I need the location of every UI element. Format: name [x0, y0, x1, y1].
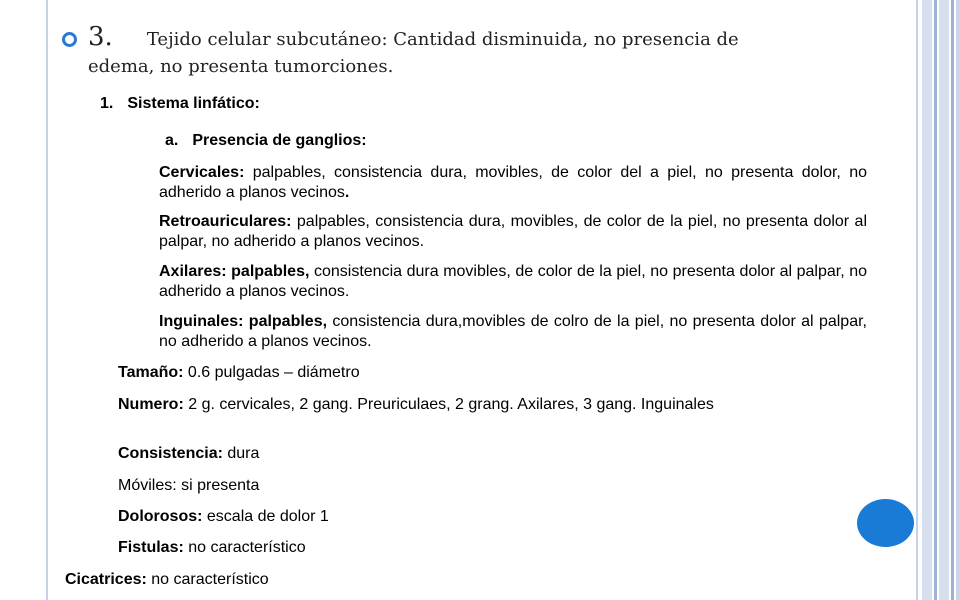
ganglio-axilares	[159, 262, 867, 302]
ganglio-text: consistencia dura,movibles de colro de la piel, no presenta dolor al palpar, no adherido a planos vecinos.	[159, 313, 867, 350]
ganglio-text: consistencia dura movibles, de color de la piel, no presenta dolor al palpar, no adherido a planos vecinos.	[159, 263, 868, 300]
detail-label: Fistulas:	[118, 539, 184, 556]
detail-text: dura	[222, 445, 260, 462]
detail-tamano	[118, 363, 360, 383]
ganglio-label: Inguinales: palpables,	[159, 313, 328, 330]
ganglio-text: palpables, consistencia dura, movibles, de color del a piel, no presenta dolor, no adherido a planos vecinos	[159, 164, 867, 201]
detail-label: Dolorosos:	[118, 508, 203, 525]
cicatrices-text: no característico	[146, 571, 269, 588]
detail-text: no característico	[183, 539, 306, 556]
ganglio-label: Axilares: palpables,	[159, 263, 310, 280]
ganglio-cervicales: Cervicales: palpables, consistencia dura, movibles, de color del a piel, no presenta dolor, no adherido a planos vecinos.	[159, 164, 867, 201]
detail-text: Móviles: si presenta	[118, 477, 260, 494]
detail-text: escala de dolor 1	[202, 508, 329, 525]
detail-consistencia	[118, 444, 259, 464]
cicatrices-label: Cicatrices:	[65, 571, 147, 588]
ganglio-retroauriculares	[159, 212, 867, 252]
detail-label: Tamaño:	[118, 364, 184, 381]
bullet-circle-icon	[62, 32, 77, 47]
section-number: 1.	[100, 95, 114, 112]
heading-number: 3.	[88, 22, 113, 52]
detail-text: 0.6 pulgadas – diámetro	[183, 364, 360, 381]
detail-label: Consistencia:	[118, 445, 223, 462]
subsection-letter: a.	[165, 132, 179, 149]
cicatrices	[65, 570, 269, 590]
detail-text: 2 g. cervicales, 2 gang. Preuriculaes, 2 grang. Axilares, 3 gang. Inguinales	[183, 396, 714, 413]
section-title	[100, 94, 260, 114]
detail-moviles	[118, 476, 259, 496]
ganglio-label: Retroauriculares:	[159, 213, 292, 230]
detail-label: Numero:	[118, 396, 184, 413]
section-title-text: Sistema linfático:	[127, 95, 260, 112]
heading-text: Tejido celular subcutáneo: Cantidad disminuida, no presencia de edema, no presenta tumorciones.	[88, 29, 739, 77]
detail-fistulas	[118, 538, 306, 558]
subsection-title	[165, 131, 367, 151]
ganglio-label: Cervicales:	[159, 164, 245, 181]
decorative-circle	[857, 499, 914, 547]
heading-item	[88, 24, 808, 80]
detail-numero	[118, 395, 867, 415]
ganglio-text: palpables, consistencia dura, movibles, de color de la piel, no presenta dolor al palpar, no adherido a planos vecinos.	[159, 213, 867, 250]
subsection-title-text: Presencia de ganglios:	[192, 132, 367, 149]
decorative-side-bars	[918, 0, 960, 600]
ganglio-inguinales	[159, 312, 867, 352]
detail-dolorosos	[118, 507, 329, 527]
